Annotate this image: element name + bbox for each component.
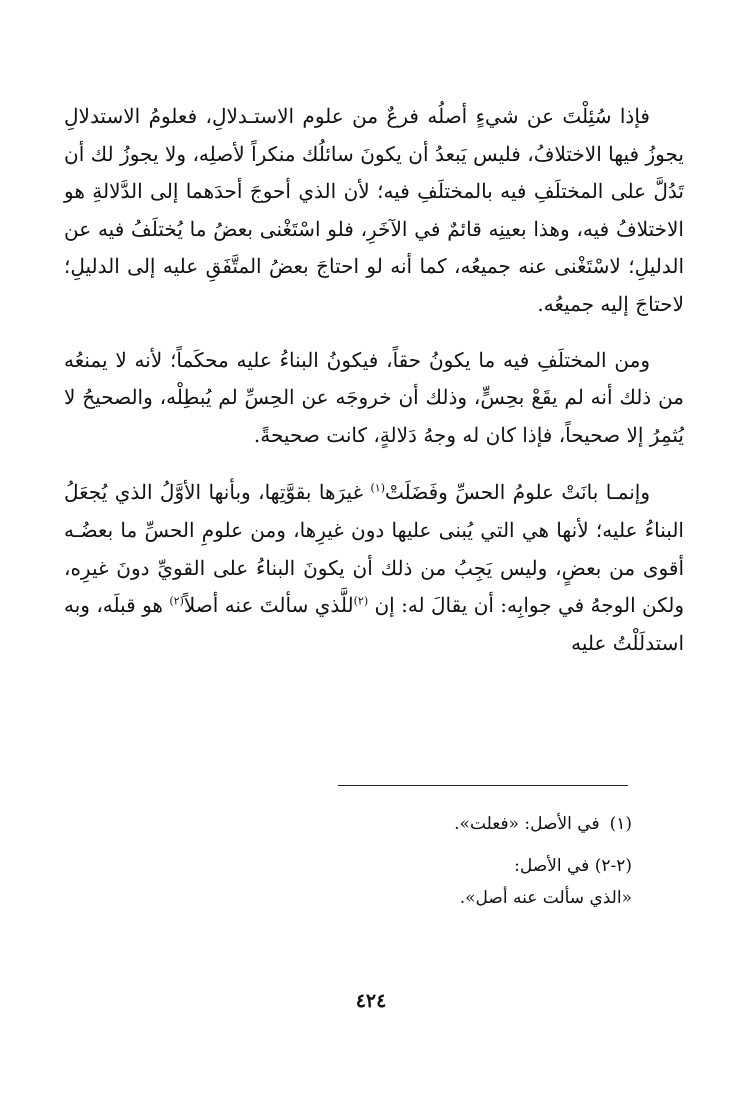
footnote-2 <box>112 850 632 882</box>
footnote-separator <box>338 785 628 786</box>
footnote-2-quote: «الذي سألت عنه أصل». <box>459 888 632 908</box>
footnote-2-text: في الأصل: <box>514 856 590 876</box>
paragraph-1: فإذا سُئِلْتَ عن شيءٍ أصلُه فرعٌ من علوم الاستـدلالِ، فعلومُ الاستدلالِ يجوزُ فيها الاختلافُ، فليس يَبعدُ أن يكونَ سائلُك منكراً لأصلِه، ولا يجوزُ لك أن تَدُلَّ على المختلَفِ فيه بالمختلَفِ فيه؛ لأن الذي أحوجَ أحدَهما إلى الدَّلالةِ هو الاختلافُ فيه، وهذا بعينِه قائمٌ في الآخَرِ، فلو اسْتَغْنى بعضُ ما يُختلَفُ فيه عن الدليلِ؛ لاسْتَغْنى عنه جميعُه، كما أنه لو احتاجَ بعضُ المتَّفَقِ عليه إلى الدليلِ؛ لاحتاجَ إليه جميعُه. <box>64 104 684 316</box>
footnotes <box>112 808 632 914</box>
paragraph-3 <box>64 474 684 662</box>
footnote-1 <box>112 808 632 840</box>
footnote-1-marker: (١) <box>370 481 385 495</box>
footnote-1-text: في الأصل: «فعلت». <box>454 814 600 834</box>
footnote-2-close-marker: (٢) <box>169 594 184 608</box>
paragraph-3-quoted: للَّذي سألتَ عنه أصلاً <box>183 593 354 618</box>
paragraph-2: ومن المختلَفِ فيه ما يكونُ حقاً، فيكونُ البناءُ عليه محكَماً؛ لأنه لا يمنعُه من ذلك أنه لم يقَعْ بحِسٍّ، وذلك أن خروجَه عن الحِسِّ لم يُبطِلْه، والصحيحُ لا يُثمِرُ إلا صحيحاً، فإذا كان له وجهُ دَلالةٍ، كانت صحيحةً. <box>64 347 684 447</box>
paragraph-3-start: وإنمـا بانَتْ علومُ الحسِّ وفَضَلَتْ <box>385 480 650 505</box>
main-text <box>64 98 684 662</box>
paragraph-3-middle: غيرَها بقوَّتِها، وبأنها الأوَّلُ الذي يُجعَلُ البناءُ عليه؛ لأنها هي التي يُبنى عليها دون غيرِها، ومن علومِ الحسِّ ما بعضُـه أقوى من بعضٍ، وليس يَجِبُ من ذلك أن يكونَ البناءُ على القويِّ دونَ غيرِه، ولكن الوجهُ في جوابِه: أن يقالَ له: إن <box>64 480 685 618</box>
paragraph-3-end: هو قبلَه، وبه استدلَلْتُ عليه <box>64 593 684 655</box>
footnote-2-open-marker: (٢) <box>353 594 369 608</box>
page-number: ٤٢٤ <box>355 990 387 1012</box>
footnote-2-number: (٢-٢) <box>594 856 632 876</box>
footnote-1-number: (١) <box>609 814 632 834</box>
